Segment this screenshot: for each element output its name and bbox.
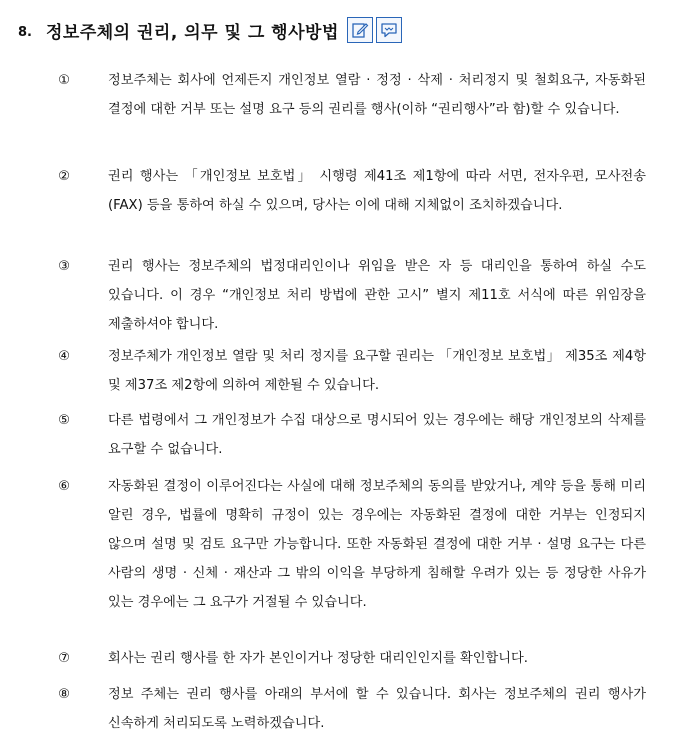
list-item (58, 644, 646, 673)
item-number: ⑥ (58, 479, 70, 494)
edit-icon[interactable] (347, 17, 373, 43)
list-item (58, 162, 646, 220)
item-number: ⑤ (58, 413, 70, 428)
item-text: 정보 주체는 권리 행사를 아래의 부서에 할 수 있습니다. 회사는 정보주체의 권리 행사가 신속하게 처리되도록 노력하겠습니다. (108, 687, 646, 731)
item-text: 권리 행사는 정보주체의 법정대리인이나 위임을 받은 자 등 대리인을 통하여 하실 수도 있습니다. 이 경우 “개인정보 처리 방법에 관한 고시” 별지 제11호 서식에 따른 위임장을 제출하셔야 합니다. (108, 259, 646, 332)
section-title: 정보주체의 권리, 의무 및 그 행사방법 (45, 22, 339, 43)
item-text: 자동화된 결정이 이루어진다는 사실에 대해 정보주체의 동의를 받았거나, 계약 등을 통해 미리 알린 경우, 법률에 명확히 규정이 있는 경우에는 자동화된 결정에 대한 거부는 인정되지 않으며 설명 및 검토 요구만 가능합니다. 또한 자동화된 결정에 대한 거부 · 설명 요구는 다른 사람의 생명 · 신체 · 재산과 그 밖의 이익을 부당하게 침해할 우려가 있는 등 정당한 사유가 있는 경우에는 그 요구가 거절될 수 있습니다. (108, 479, 646, 610)
item-text: 다른 법령에서 그 개인정보가 수집 대상으로 명시되어 있는 경우에는 해당 개인정보의 삭제를 요구할 수 없습니다. (108, 413, 646, 457)
list-item (58, 66, 646, 124)
comment-icon[interactable] (376, 17, 402, 43)
item-number: ④ (58, 349, 70, 364)
item-text: 권리 행사는 「개인정보 보호법」 시행령 제41조 제1항에 따라 서면, 전자우편, 모사전송(FAX) 등을 통하여 하실 수 있으며, 당사는 이에 대해 지체없이 조치하겠습니다. (108, 169, 646, 213)
item-number: ② (58, 169, 70, 184)
section-header (18, 14, 402, 46)
item-text: 정보주체가 개인정보 열람 및 처리 정지를 요구할 권리는 「개인정보 보호법」 제35조 제4항 및 제37조 제2항에 의하여 제한될 수 있습니다. (108, 349, 646, 393)
item-number: ③ (58, 259, 70, 274)
item-text: 회사는 권리 행사를 한 자가 본인이거나 정당한 대리인인지를 확인합니다. (108, 651, 528, 666)
item-text: 정보주체는 회사에 언제든지 개인정보 열람 · 정정 · 삭제 · 처리정지 및 철회요구, 자동화된 결정에 대한 거부 또는 설명 요구 등의 권리를 행사(이하 “권리행사”라 함)할 수 있습니다. (108, 73, 646, 117)
list-item (58, 680, 646, 738)
icon-group (347, 17, 402, 43)
item-number: ⑦ (58, 651, 70, 666)
item-number: ① (58, 73, 70, 88)
list-item (58, 342, 646, 400)
item-number: ⑧ (58, 687, 70, 702)
section-number: 8. (18, 24, 32, 40)
list-item (58, 406, 646, 464)
list-item (58, 252, 646, 339)
list-item (58, 472, 646, 617)
